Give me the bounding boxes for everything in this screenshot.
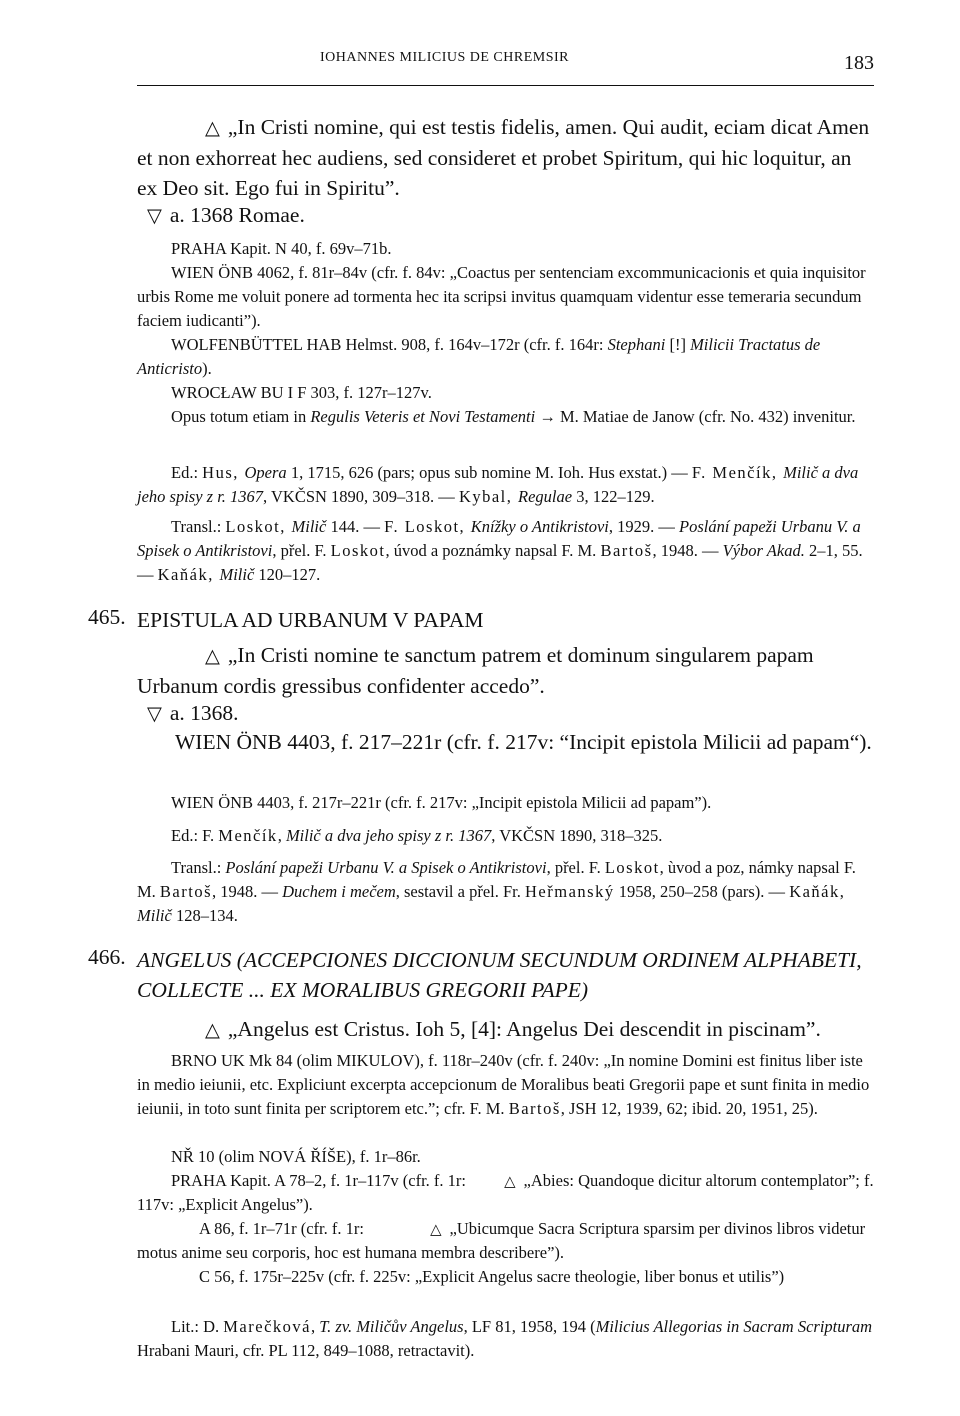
entry-465-incipit: △ „In Cristi nomine te sanctum patrem et dominum singularem papam Urbanum cordis gressibus confidenter accedo”. — [137, 643, 814, 698]
prev-ms-wien: WIEN ÖNB 4062, f. 81r–84v (cfr. f. 84v: „Coactus per sentenciam excommunicacionis et quia inquisitor urbis Rome me voluit ponere ad tormenta hec ita scripsi invitus quamquam videntur esse temeraria secundum faciem iudicanti”). — [137, 263, 866, 330]
entry-465-manuscript-large: WIEN ÖNB 4403, f. 217–221r (cfr. f. 217v: “Incipit epistola Milicii ad papam“). — [175, 730, 872, 754]
entry-465-translations: Transl.: Poslání papeži Urbanu V. a Spisek o Antikristovi, přel. F. Loskot, ùvod a poz, námky napsal F. M. Bartoš, 1948. — Duchem i mečem, sestavil a přel. Fr. Heřmanský 1958, 250–258 (pars). — Kaňák, Milič 128–134. — [137, 858, 856, 925]
page-number: 183 — [844, 52, 874, 74]
entry-466-ms-brno: BRNO UK Mk 84 (olim MIKULOV), f. 118r–240v (cfr. f. 240v: „In nomine Domini est finitus liber iste in medio ieiunii, etc. Expliciunt excerpta accepcionum de Moralibus beati Gregorii pape et sunt finita in medio ieiunii, in toto sunt finita per scriptorem etc.”; cfr. F. M. Bartoš, JSH 12, 1939, 62; ibid. 20, 1951, 25). — [137, 1051, 870, 1118]
entry-466-ms-c56: C 56, f. 175r–225v (cfr. f. 225v: „Explicit Angelus sacre theologie, liber bonus et utilis”) — [199, 1267, 785, 1286]
entry-466-title: ANGELUS (ACCEPCIONES DICCIONUM SECUNDUM ORDINEM ALPHABETI, COLLECTE ... EX MORALIBUS GREGORII PAPE) — [137, 948, 862, 1002]
prev-ms-wolfenbuettel: WOLFENBÜTTEL HAB Helmst. 908, f. 164v–172r (cfr. f. 164r: Stephani [!] Milicii Tractatus de Anticristo). — [137, 335, 821, 378]
entry-466-incipit: △ „Angelus est Cristus. Ioh 5, [4]: Angelus Dei descendit in piscinam”. — [137, 1014, 874, 1045]
prev-date: ▽ a. 1368 Romae. — [147, 200, 884, 231]
running-title: IOHANNES MILICIUS DE CHREMSIR — [320, 50, 570, 65]
triangle-down-icon: ▽ — [147, 204, 162, 227]
triangle-up-icon: △ — [205, 644, 220, 667]
entry-465-title: EPISTULA AD URBANUM V PAPAM — [137, 608, 484, 632]
prev-ms-wroclaw: WROCŁAW BU I F 303, f. 127r–127v. — [171, 383, 432, 402]
prev-incipit: △ „In Cristi nomine, qui est testis fidelis, amen. Qui audit, eciam dicat Amen et non exhorreat hec audiens, sed consideret et probet Spiritum, qui hic loquitur, an ex Deo sit. Ego fui in Spiritu”. — [137, 115, 870, 200]
entry-466-ms-praha-a78: PRAHA Kapit. A 78–2, f. 1r–117v (cfr. f. 1r: △ „Abies: Quandoque dicitur altorum contemplator”; f. 117v: „Explicit Angelus”). — [137, 1171, 874, 1214]
triangle-up-icon: △ — [205, 116, 220, 139]
entry-466-ms-nova-rise: NŘ 10 (olim NOVÁ ŘÍŠE), f. 1r–86r. — [171, 1147, 421, 1166]
entry-465-editions: Ed.: F. Menčík, Milič a dva jeho spisy z r. 1367, VKČSN 1890, 318–325. — [171, 826, 663, 845]
prev-opus-note: Opus totum etiam in Regulis Veteris et Novi Testamenti → M. Matiae de Janow (cfr. No. 432) invenitur. — [171, 407, 856, 426]
entry-466-ms-a86: A 86, f. 1r–71r (cfr. f. 1r: △ „Ubicumque Sacra Scriptura sparsim per divinos libros videtur motus anime seu corporis, hoc est humana membra describere”). — [137, 1219, 866, 1262]
triangle-down-icon: ▽ — [147, 702, 162, 725]
prev-editions: Ed.: Hus, Opera 1, 1715, 626 (pars; opus sub nomine M. Ioh. Hus exstat.) — F. Menčík, Milič a dva jeho spisy z r. 1367, VKČSN 1890, 309–318. — Kybal, Regulae 3, 122–129. — [137, 463, 859, 506]
entry-466-literature: Lit.: D. Marečková, T. zv. Miličův Angelus, LF 81, 1958, 194 (Milicius Allegorias in Sacram Scripturam Hrabani Mauri, cfr. PL 112, 849–1088, retractavit). — [137, 1317, 873, 1360]
prev-ms-praha: PRAHA Kapit. N 40, f. 69v–71b. — [171, 239, 392, 258]
header-rule — [137, 85, 874, 86]
entry-465-date: ▽ a. 1368. — [147, 698, 884, 729]
entry-465-number: 465. — [88, 605, 126, 629]
triangle-up-icon: △ — [504, 1172, 516, 1190]
triangle-up-icon: △ — [430, 1220, 442, 1238]
entry-465-manuscript: WIEN ÖNB 4403, f. 217r–221r (cfr. f. 217v: „Incipit epistola Milicii ad papam”). — [171, 793, 712, 812]
triangle-up-icon: △ — [205, 1018, 220, 1041]
entry-466-number: 466. — [88, 945, 126, 969]
prev-translations: Transl.: Loskot, Milič 144. — F. Loskot, Knížky o Antikristovi, 1929. — Poslání papeži Urbanu V. a Spisek o Antikristovi, přel. F. Loskot, úvod a poznámky napsal F. M. Bartoš, 1948. — Výbor Akad. 2–1, 55. — Kaňák, Milič 120–127. — [137, 517, 863, 584]
